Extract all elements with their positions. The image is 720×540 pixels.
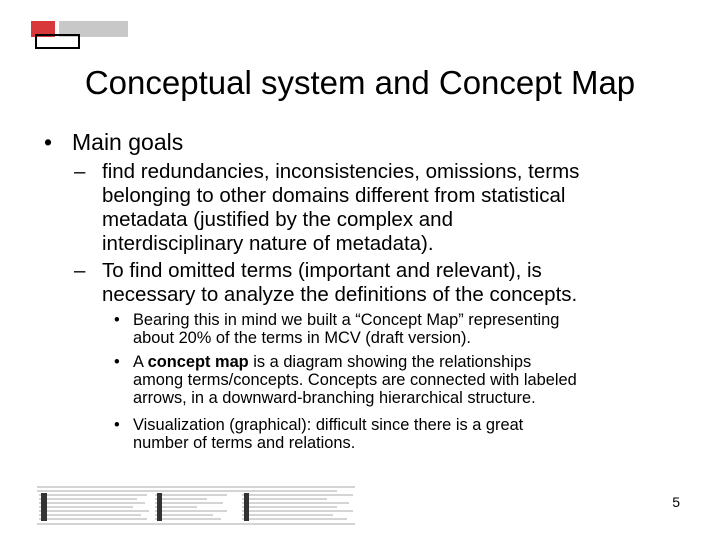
text-line: arrows, in a downward-branching hierarchical structure. — [133, 389, 536, 407]
text-line: Bearing this in mind we built a “Concept Map” representing — [133, 311, 560, 329]
dash-symbol: – — [74, 259, 86, 282]
sub-item-text — [102, 160, 702, 256]
page-number: 5 — [672, 494, 680, 510]
text-line: Visualization (graphical): difficult since there is a great — [133, 416, 524, 434]
text-line: To find omitted terms (important and relevant), is — [102, 259, 542, 282]
point-text — [133, 353, 703, 407]
text-fragment: is a diagram showing the relationships — [248, 353, 532, 371]
point-text — [133, 416, 703, 452]
dash-symbol: – — [74, 160, 86, 183]
text-line: necessary to analyze the definitions of the concepts. — [102, 283, 578, 306]
bullet-symbol: • — [114, 353, 120, 371]
bold-term: concept map — [147, 353, 249, 371]
sub-item-text — [102, 259, 702, 307]
main-goals-label: Main goals — [72, 129, 184, 155]
text-line: interdisciplinary nature of metadata). — [102, 232, 434, 255]
text-line: metadata (justified by the complex and — [102, 208, 453, 231]
text-line: number of terms and relations. — [133, 434, 356, 452]
text-fragment: A — [133, 353, 148, 371]
bullet-symbol: • — [44, 129, 53, 155]
logo-outline-box — [35, 34, 80, 49]
concept-map-thumbnail — [37, 485, 355, 526]
slide-title: Conceptual system and Concept Map — [84, 64, 636, 101]
text-line: among terms/concepts. Concepts are connected with labeled — [133, 371, 577, 389]
text-line: find redundancies, inconsistencies, omissions, terms — [102, 160, 580, 183]
bullet-symbol: • — [114, 416, 120, 434]
text-line: belonging to other domains different from statistical — [102, 184, 566, 207]
text-line: about 20% of the terms in MCV (draft version). — [133, 329, 471, 347]
bullet-symbol: • — [114, 311, 120, 329]
text-line — [133, 353, 703, 371]
point-text — [133, 311, 703, 347]
